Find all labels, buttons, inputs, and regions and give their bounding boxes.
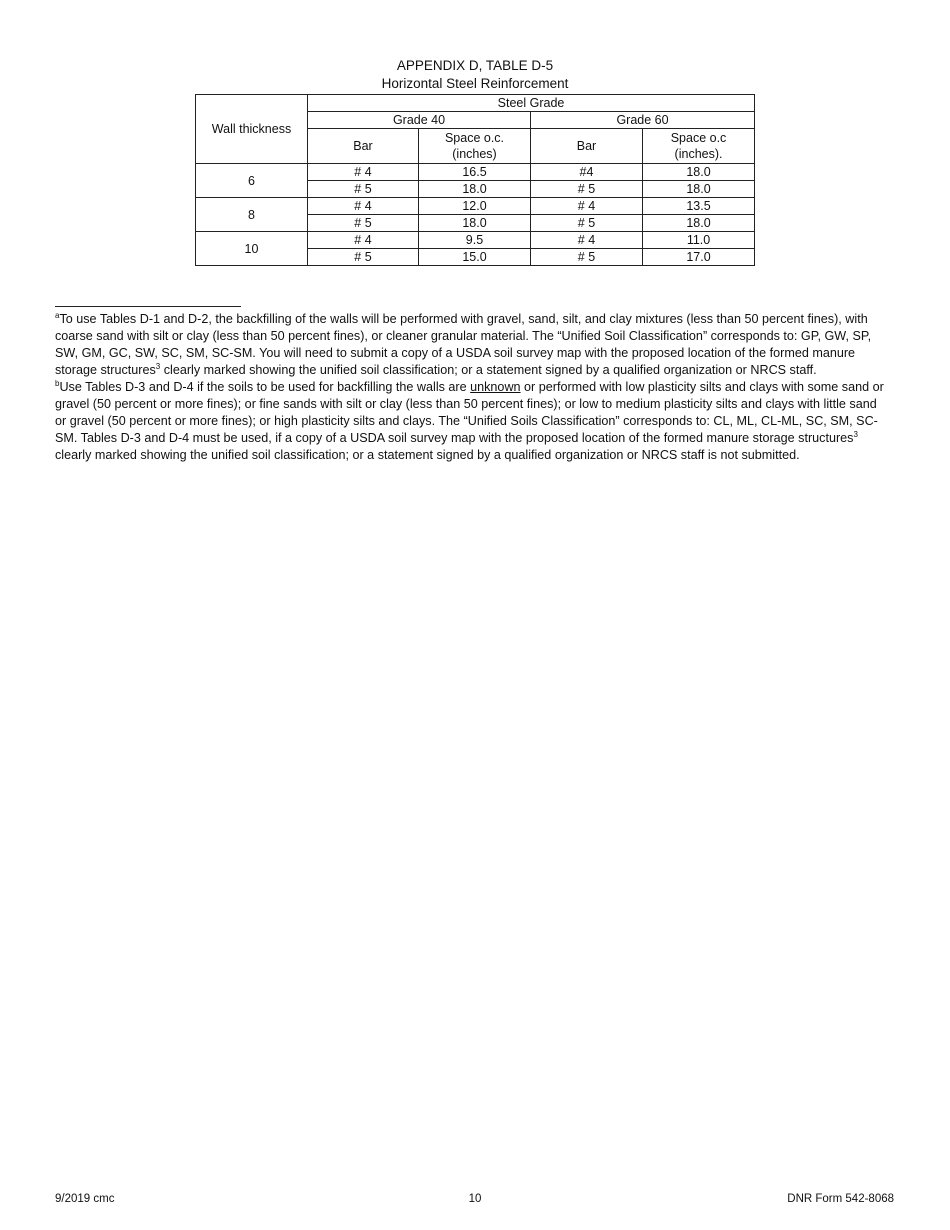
table-cell: # 5 (308, 181, 419, 198)
grade-60-bar-header: Bar (531, 129, 643, 164)
footer-date: 9/2019 cmc (55, 1193, 115, 1205)
footnote-b-text-end: clearly marked showing the unified soil classification; or a statement signed by a qualified organization or NRCS staff is not submitted. (55, 448, 800, 462)
table-cell: 18.0 (643, 164, 755, 181)
table-cell: # 5 (308, 249, 419, 266)
table-cell: 12.0 (419, 198, 531, 215)
table-cell: # 4 (531, 232, 643, 249)
header-row (196, 95, 755, 112)
table-cell: 18.0 (419, 215, 531, 232)
table-cell: 18.0 (643, 181, 755, 198)
footnotes (55, 311, 890, 464)
footnote-b-text: Use Tables D-3 and D-4 if the soils to be used for backfilling the walls are (59, 380, 471, 394)
wall-thickness-header: Wall thickness (196, 95, 308, 164)
grade-60-header: Grade 60 (531, 112, 755, 129)
table-cell: 13.5 (643, 198, 755, 215)
table-subtitle: Horizontal Steel Reinforcement (381, 76, 569, 91)
table-cell: 15.0 (419, 249, 531, 266)
header-text: Space o.c (670, 131, 727, 145)
table-cell: # 5 (531, 181, 643, 198)
footnote-b-marker: b (55, 378, 60, 388)
table-cell: # 5 (531, 249, 643, 266)
table-row (196, 198, 755, 215)
header-text: (inches). (674, 147, 723, 161)
table-cell: # 4 (531, 198, 643, 215)
table-cell: #4 (531, 164, 643, 181)
footnote-b-text-mid: or performed with low plasticity silts and clays with some sand or gravel (50 percent or more fines); or fine sands with silt or clay (less than 50 percent fines); or low to medium plasticity silts and clays with little sand or gravel (50 percent or more fines); or high plasticity silts and clays. The “Unified Soils Classification” corresponds to: CL, ML, CL-ML, SC, SM, SC-SM. Tables D-3 and D-4 must be used, if a copy of a USDA soil survey map with the proposed location of the formed manure storage structures (55, 380, 884, 445)
table-cell: # 5 (308, 215, 419, 232)
grade-40-space-header (419, 129, 531, 164)
header-text: (inches) (452, 147, 497, 161)
wall-thickness-cell: 6 (196, 164, 308, 198)
table-cell: 18.0 (643, 215, 755, 232)
wall-thickness-cell: 8 (196, 198, 308, 232)
page-number: 10 (468, 1193, 482, 1205)
grade-60-space-header (643, 129, 755, 164)
table-cell: 18.0 (419, 181, 531, 198)
form-number: DNR Form 542-8068 (787, 1193, 894, 1205)
grade-40-bar-header: Bar (308, 129, 419, 164)
header-text: Space o.c. (444, 131, 505, 145)
footnote-ref: 3 (155, 361, 161, 371)
table-cell: 17.0 (643, 249, 755, 266)
footnote-b-underlined: unknown (470, 380, 521, 394)
table-cell: 16.5 (419, 164, 531, 181)
footnote-a-text-end: clearly marked showing the unified soil classification; or a statement signed by a qualified organization or NRCS staff. (160, 363, 817, 377)
table-cell: # 4 (308, 164, 419, 181)
table-cell: # 5 (531, 215, 643, 232)
footnote-b (55, 379, 890, 464)
footnote-a (55, 311, 890, 379)
table-cell: # 4 (308, 198, 419, 215)
table-row (196, 164, 755, 181)
grade-40-header: Grade 40 (308, 112, 531, 129)
steel-grade-header: Steel Grade (308, 95, 755, 112)
table-row (196, 232, 755, 249)
table-cell: 9.5 (419, 232, 531, 249)
footnote-a-marker: a (55, 310, 60, 320)
footnote-a-text: To use Tables D-1 and D-2, the backfilling of the walls will be performed with gravel, sand, silt, and clay mixtures (less than 50 percent fines), with coarse sand with silt or clay (less than 50 percent fines), or cleaner granular material. The “Unified Soil Classification” corresponds to: GP, GW, SP, SW, GM, GC, SW, SC, SM, SC-SM. You will need to submit a copy of a USDA soil survey map with the proposed location of the formed manure storage structures (55, 312, 872, 377)
wall-thickness-cell: 10 (196, 232, 308, 266)
table-cell: # 4 (308, 232, 419, 249)
footnote-ref: 3 (853, 429, 858, 439)
footnote-divider (55, 306, 241, 307)
steel-reinforcement-table (195, 94, 755, 266)
table-cell: 11.0 (643, 232, 755, 249)
table-title: APPENDIX D, TABLE D-5 (396, 58, 554, 73)
